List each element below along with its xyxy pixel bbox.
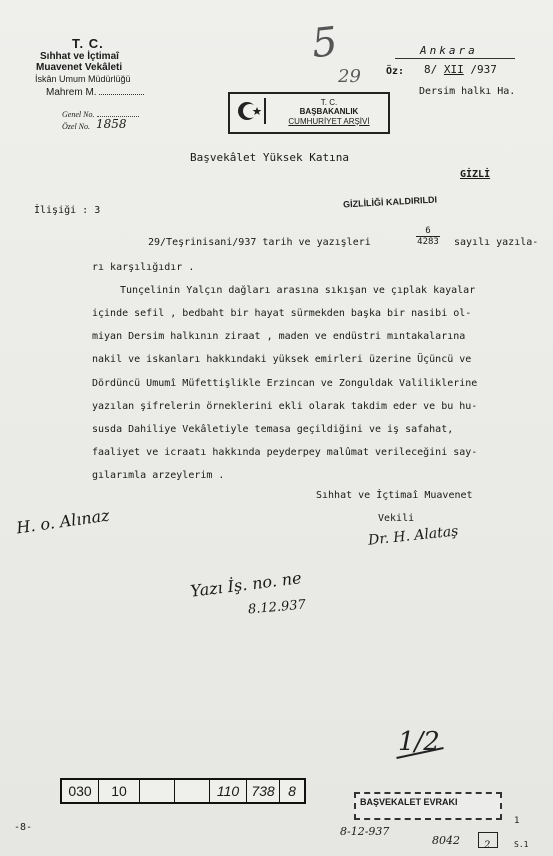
stamp-line-2: BAŞBAKANLIK — [299, 107, 359, 116]
registry-stamp — [354, 792, 502, 820]
stamp-line-3: CUMHURİYET ARŞİVİ — [288, 117, 370, 126]
date-month: XII — [443, 63, 464, 76]
archive-box: 030 — [62, 780, 99, 802]
body-line-3: Tunçelinin Yalçın dağları arasına sıkışan ve çıplak kayalar — [120, 285, 476, 296]
genel-no-label: Genel No. — [62, 110, 95, 119]
body-line-2: rı karşılığıdır . — [92, 262, 195, 273]
archive-box: 110 — [210, 780, 247, 802]
body-line-10: faaliyet ve icraatı hakkında peyderpey malûmat verileceğini say- — [92, 447, 478, 458]
star-crescent-icon — [234, 98, 266, 124]
stamp-line-1: T. C. — [320, 98, 338, 107]
letterhead-directorate: İskân Umum Müdürlüğü — [35, 74, 131, 84]
archive-stamp — [228, 92, 390, 134]
letterhead-ministry-line1: Sıhhat ve İçtimaî — [40, 51, 119, 62]
body-line-1b: sayılı yazıla- — [454, 237, 539, 248]
page-number: -8- — [14, 822, 33, 833]
reference: İlişiği : 3 — [34, 205, 101, 216]
letterhead-tc: T. C. — [72, 36, 104, 51]
body-line-4: içinde sefil , bedbaht bir hayat sürmekden başka bir nasibi ol- — [92, 308, 472, 319]
body-line-5: miyan Dersim halkının ziraat , maden ve endüstri mıntakalarına — [92, 331, 466, 342]
body-line-7: Dördüncü Umumî Müfettişlikle Erzincan ve Zonguldak Valiliklerine — [92, 378, 478, 389]
archive-code-boxes — [60, 778, 306, 804]
signer-title: Sıhhat ve İçtimaî Muavenet — [316, 490, 473, 501]
date-year: /937 — [470, 63, 497, 76]
fraction-denominator: 4283 — [417, 237, 439, 247]
registry-box-value: 2 — [484, 840, 491, 851]
body-line-8: yazılan şifrelerin örneklerini ekli olarak takdim eder ve bu hu- — [92, 401, 478, 412]
signature: Dr. H. Alataş — [367, 523, 460, 549]
oz-label: Öz: — [386, 66, 405, 77]
city-rule — [395, 58, 515, 59]
letter-date — [424, 63, 497, 76]
body-line-9: susda Dahiliye Vekâletiyle temasa geçildiğini ve iş safahat, — [92, 424, 454, 435]
ozel-no-label: Özel No. — [62, 122, 90, 131]
archive-box — [175, 780, 210, 802]
ozel-no — [62, 122, 90, 131]
classification: GİZLİ — [460, 169, 491, 180]
signer-role: Vekili — [378, 513, 415, 524]
handwritten-note: Yazı İş. no. ne — [189, 568, 303, 601]
handwritten-date: 8.12.937 — [247, 597, 307, 618]
crescent-emblem-icon — [160, 112, 210, 146]
archive-box — [140, 780, 175, 802]
handwritten-fraction: 1/2 — [398, 727, 440, 757]
archive-box: 10 — [99, 780, 140, 802]
body-line-6: nakil ve iskanları hakkındaki yüksek emirleri üzerine Üçüncü ve — [92, 354, 472, 365]
registry-stamp-label: BAŞVEKALET EVRAKI — [360, 797, 458, 807]
archive-box: 738 — [247, 780, 280, 802]
declassified-stamp: GİZLİLİĞİ KALDIRILDI — [342, 194, 438, 210]
body-line-11: gılarımla arzeylerim . — [92, 470, 225, 481]
reference-fraction — [416, 226, 440, 247]
corner-number: 1 — [514, 816, 520, 826]
registry-box — [478, 832, 498, 851]
body-line-1: 29/Teşrinisani/937 tarih ve yazışleri — [148, 237, 371, 248]
handwritten-number-2: 29 — [338, 66, 361, 87]
fraction-numerator: 6 — [425, 226, 431, 236]
registry-date: 8-12-937 — [340, 825, 390, 838]
handwritten-number: 5 — [309, 18, 340, 68]
archive-box: 8 — [288, 783, 296, 799]
letterhead-ministry-line2: Muavenet Vekâleti — [36, 62, 123, 73]
corner-code: S.1 — [514, 840, 529, 849]
mahrem-label: Mahrem M. — [46, 87, 97, 98]
city: Ankara — [420, 44, 478, 57]
margin-note: H. o. Alınaz — [15, 505, 111, 538]
letterhead-mahrem — [46, 87, 144, 98]
ozel-no-value: 1858 — [96, 117, 127, 131]
subject-line: Dersim halkı Ha. — [419, 86, 516, 97]
registry-number: 8042 — [432, 834, 460, 847]
recipient: Başvekâlet Yüksek Katına — [190, 151, 349, 164]
date-day: 8/ — [424, 63, 438, 76]
